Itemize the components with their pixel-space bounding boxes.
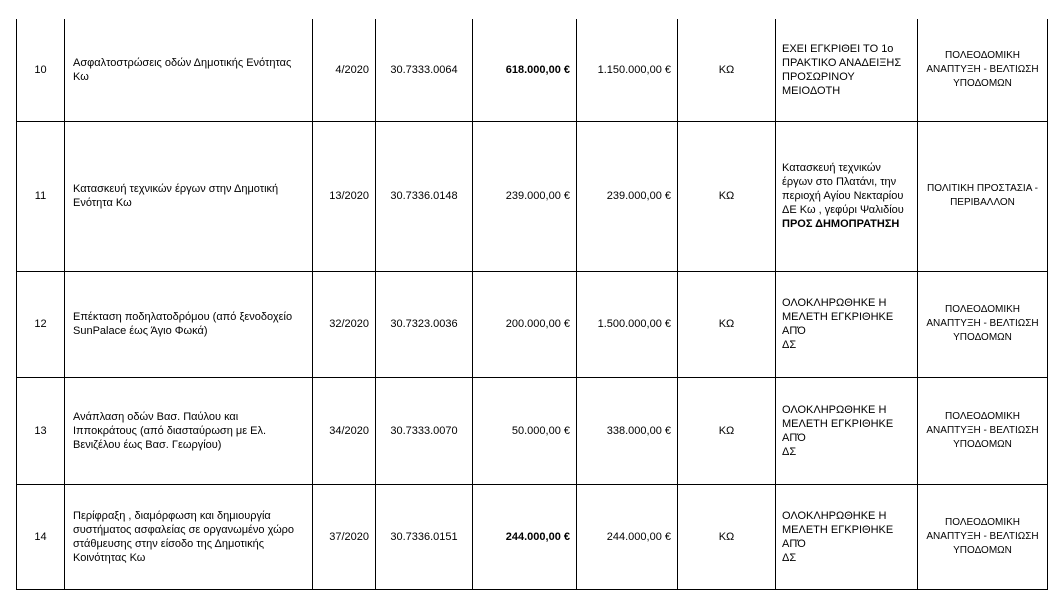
status-cell bbox=[776, 121, 918, 271]
budget-account: 30.7333.0064 bbox=[376, 19, 473, 121]
table-row bbox=[17, 121, 1048, 271]
status-line: ΟΛΟΚΛΗΡΩΘΗΚΕ Η bbox=[782, 297, 887, 309]
status-line: ΔΕ Κω , γεφύρι Ψαλιδίου bbox=[782, 204, 904, 216]
location: ΚΩ bbox=[678, 377, 776, 484]
project-title: Περίφραξη , διαμόρφωση και δημιουργία συστήματος ασφαλείας σε οργανωμένο χώρο στάθμευσης στην είσοδο της Δημοτικής Κοινότητας Κω bbox=[65, 484, 313, 589]
department-line: ΥΠΟΔΟΜΩΝ bbox=[953, 332, 1012, 343]
location: ΚΩ bbox=[678, 19, 776, 121]
status-line: έργων στο Πλατάνι, την bbox=[782, 176, 897, 188]
department-cell bbox=[918, 19, 1048, 121]
amount-current: 239.000,00 € bbox=[473, 121, 577, 271]
department-line: ΠΟΛΕΟΔΟΜΙΚΗ bbox=[945, 410, 1020, 422]
status-line: ΔΣ bbox=[782, 339, 797, 351]
table-row bbox=[17, 271, 1048, 377]
status-line: ΠΡΑΚΤΙΚΟ ΑΝΑΔΕΙΞΗΣ bbox=[782, 56, 902, 69]
department-cell bbox=[918, 271, 1048, 377]
status-line: ΠΡΟΣΩΡΙΝΟΥ ΜΕΙΟΔΟΤΗ bbox=[782, 70, 855, 97]
budget-account: 30.7333.0070 bbox=[376, 377, 473, 484]
project-code: 34/2020 bbox=[313, 377, 376, 484]
amount-total: 1.150.000,00 € bbox=[577, 19, 678, 121]
table-row bbox=[17, 19, 1048, 121]
department-line: ΠΟΛΕΟΔΟΜΙΚΗ bbox=[945, 304, 1020, 315]
budget-account: 30.7336.0151 bbox=[376, 484, 473, 589]
project-title: Κατασκευή τεχνικών έργων στην Δημοτική Ενότητα Κω bbox=[65, 121, 313, 271]
project-code: 37/2020 bbox=[313, 484, 376, 589]
department-line: ΠΕΡΙΒΑΛΛΟΝ bbox=[950, 197, 1015, 208]
status-line: ΜΕΛΕΤΗ ΕΓΚΡΙΘΗΚΕ ΑΠΌ bbox=[782, 311, 894, 337]
project-code: 13/2020 bbox=[313, 121, 376, 271]
department-line: ΥΠΟΔΟΜΩΝ bbox=[953, 544, 1012, 556]
department-line: ΠΟΛΕΟΔΟΜΙΚΗ bbox=[945, 516, 1020, 528]
status-line: ΟΛΟΚΛΗΡΩΘΗΚΕ Η bbox=[782, 509, 887, 522]
status-line: ΔΣ bbox=[782, 445, 797, 458]
status-line: ΕΧΕΙ ΕΓΚΡΙΘΕΙ ΤΟ 1ο bbox=[782, 42, 894, 55]
status-line: Κατασκευή τεχνικών bbox=[782, 162, 881, 174]
location: ΚΩ bbox=[678, 484, 776, 589]
status-cell bbox=[776, 377, 918, 484]
status-cell bbox=[776, 19, 918, 121]
location: ΚΩ bbox=[678, 121, 776, 271]
status-line: περιοχή Αγίου Νεκταρίου bbox=[782, 190, 904, 202]
department-line: ΠΟΛΕΟΔΟΜΙΚΗ bbox=[945, 49, 1020, 61]
department-cell bbox=[918, 484, 1048, 589]
amount-total: 1.500.000,00 € bbox=[577, 271, 678, 377]
status-line: ΜΕΛΕΤΗ ΕΓΚΡΙΘΗΚΕ ΑΠΌ bbox=[782, 523, 894, 550]
department-line: ΥΠΟΔΟΜΩΝ bbox=[953, 77, 1012, 89]
status-line: ΟΛΟΚΛΗΡΩΘΗΚΕ Η bbox=[782, 403, 887, 416]
budget-account: 30.7323.0036 bbox=[376, 271, 473, 377]
status-cell bbox=[776, 484, 918, 589]
location: ΚΩ bbox=[678, 271, 776, 377]
row-number: 13 bbox=[17, 377, 65, 484]
row-number: 10 bbox=[17, 19, 65, 121]
project-title: Ασφαλτοστρώσεις οδών Δημοτικής Ενότητας Κω bbox=[65, 19, 313, 121]
department-line: ΥΠΟΔΟΜΩΝ bbox=[953, 438, 1012, 450]
projects-table bbox=[16, 19, 1048, 590]
status-cell bbox=[776, 271, 918, 377]
amount-current: 50.000,00 € bbox=[473, 377, 577, 484]
project-code: 4/2020 bbox=[313, 19, 376, 121]
row-number: 14 bbox=[17, 484, 65, 589]
department-cell bbox=[918, 121, 1048, 271]
project-code: 32/2020 bbox=[313, 271, 376, 377]
row-number: 11 bbox=[17, 121, 65, 271]
project-title: Επέκταση ποδηλατοδρόμου (από ξενοδοχείο SunPalace έως Άγιο Φωκά) bbox=[65, 271, 313, 377]
row-number: 12 bbox=[17, 271, 65, 377]
department-line: ΑΝΑΠΤΥΞΗ - ΒΕΛΤΙΩΣΗ bbox=[926, 530, 1039, 542]
department-line: ΑΝΑΠΤΥΞΗ - ΒΕΛΤΙΩΣΗ bbox=[926, 424, 1039, 436]
amount-current: 200.000,00 € bbox=[473, 271, 577, 377]
status-highlight: ΠΡΟΣ ΔΗΜΟΠΡΑΤΗΣΗ bbox=[782, 218, 900, 230]
department-line: ΑΝΑΠΤΥΞΗ - ΒΕΛΤΙΩΣΗ bbox=[926, 318, 1039, 329]
status-line: ΜΕΛΕΤΗ ΕΓΚΡΙΘΗΚΕ ΑΠΌ bbox=[782, 417, 894, 444]
project-title: Ανάπλαση οδών Βασ. Παύλου και Ιπποκράτους (από διασταύρωση με Ελ. Βενιζέλου έως Βασ. Γεωργίου) bbox=[65, 377, 313, 484]
department-line: ΠΟΛΙΤΙΚΗ ΠΡΟΣΤΑΣΙΑ - bbox=[927, 183, 1038, 194]
table-row bbox=[17, 484, 1048, 589]
amount-total: 239.000,00 € bbox=[577, 121, 678, 271]
amount-total: 244.000,00 € bbox=[577, 484, 678, 589]
budget-account: 30.7336.0148 bbox=[376, 121, 473, 271]
status-line: ΔΣ bbox=[782, 551, 797, 564]
department-cell bbox=[918, 377, 1048, 484]
table-row bbox=[17, 377, 1048, 484]
amount-current: 618.000,00 € bbox=[473, 19, 577, 121]
amount-current: 244.000,00 € bbox=[473, 484, 577, 589]
amount-total: 338.000,00 € bbox=[577, 377, 678, 484]
department-line: ΑΝΑΠΤΥΞΗ - ΒΕΛΤΙΩΣΗ bbox=[926, 63, 1039, 75]
